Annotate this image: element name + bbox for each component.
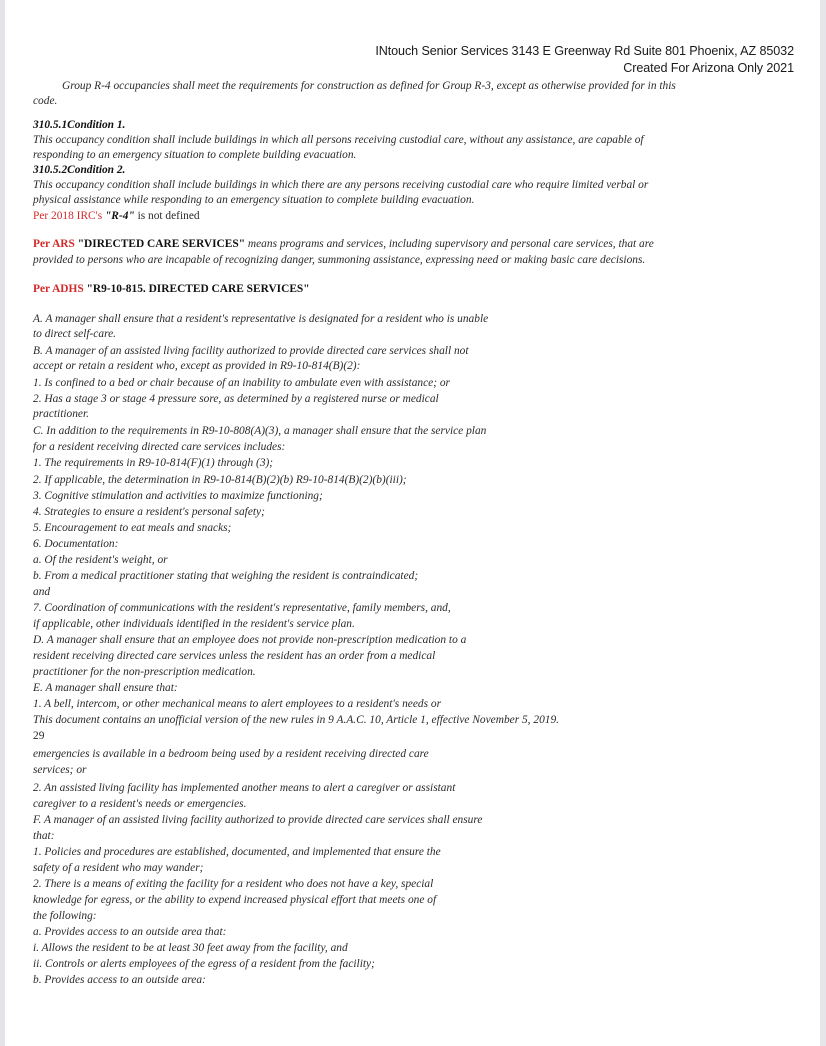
ars-text: means programs and services, including supervisory and personal care services, that are [245, 238, 654, 250]
rule-line: 7. Coordination of communications with the resident's representative, family members, and, [33, 602, 451, 614]
rule-line: 2. If applicable, the determination in R9-10-814(B)(2)(b) R9-10-814(B)(2)(b)(iii); [33, 474, 407, 486]
rule-line: services; or [33, 764, 87, 776]
rule-line: 3. Cognitive stimulation and activities to maximize functioning; [33, 490, 323, 502]
rule-line: A. A manager shall ensure that a resident's representative is designated for a resident who is unable [33, 313, 489, 325]
ars-prefix: Per ARS [33, 238, 78, 250]
condition-2-text-1: This occupancy condition shall include buildings in which there are any persons receiving custodial care who require limited verbal or [33, 179, 649, 191]
intro-line-1: Group R-4 occupancies shall meet the requirements for construction as defined for Group R-3, except as otherwise provided for in this [62, 80, 676, 92]
rule-line: safety of a resident who may wander; [33, 862, 204, 874]
intro-line-2: code. [33, 95, 58, 107]
rule-line: 2. An assisted living facility has implemented another means to alert a caregiver or assistant [33, 782, 456, 794]
ars-term: "DIRECTED CARE SERVICES" [77, 238, 246, 250]
rule-line: knowledge for egress, or the ability to expend increased physical effort that meets one of [33, 894, 437, 906]
rule-line: b. From a medical practitioner stating that weighing the resident is contraindicated; [33, 570, 419, 582]
rule-line: practitioner. [33, 408, 90, 420]
rule-line: b. Provides access to an outside area: [33, 974, 206, 986]
rule-line: D. A manager shall ensure that an employee does not provide non-prescription medication to a [33, 634, 467, 646]
rule-line: 1. Policies and procedures are established, documented, and implemented that ensure the [33, 846, 441, 858]
rule-line: to direct self-care. [33, 328, 116, 340]
irc-suffix: is not defined [134, 210, 200, 222]
footer-disclaimer: This document contains an unofficial version of the new rules in 9 A.A.C. 10, Article 1, effective November 5, 2019. [33, 714, 560, 726]
rule-line: 1. Is confined to a bed or chair because of an inability to ambulate even with assistance; or [33, 377, 450, 389]
condition-1-heading: 310.5.1Condition 1. [33, 119, 126, 131]
rule-line: 2. There is a means of exiting the facility for a resident who does not have a key, special [33, 878, 434, 890]
condition-2-text-2: physical assistance while responding to an emergency situation to complete building evacuation. [33, 194, 475, 206]
rule-line: a. Provides access to an outside area that: [33, 926, 227, 938]
adhs-prefix: Per ADHS [33, 283, 87, 295]
rule-line: resident receiving directed care services unless the resident has an order from a medical [33, 650, 436, 662]
company-address-header: INtouch Senior Services 3143 E Greenway Rd Suite 801 Phoenix, AZ 85032 [375, 44, 794, 58]
rule-line: 2. Has a stage 3 or stage 4 pressure sore, as determined by a registered nurse or medical [33, 393, 439, 405]
condition-1-text-2: responding to an emergency situation to complete building evacuation. [33, 149, 357, 161]
rule-line: that: [33, 830, 55, 842]
rule-line: if applicable, other individuals identified in the resident's service plan. [33, 618, 355, 630]
condition-1-text-1: This occupancy condition shall include buildings in which all persons receiving custodial care, without any assistance, are capable of [33, 134, 644, 146]
rule-line: for a resident receiving directed care services includes: [33, 441, 286, 453]
rule-line: 6. Documentation: [33, 538, 119, 550]
created-for-header: Created For Arizona Only 2021 [623, 61, 794, 75]
rule-line: the following: [33, 910, 97, 922]
irc-prefix: Per 2018 IRC's [33, 210, 105, 222]
rule-line: 5. Encouragement to eat meals and snacks; [33, 522, 232, 534]
rule-line: E. A manager shall ensure that: [33, 682, 178, 694]
rule-line: 4. Strategies to ensure a resident's personal safety; [33, 506, 265, 518]
rule-line: a. Of the resident's weight, or [33, 554, 168, 566]
rule-line: C. In addition to the requirements in R9-10-808(A)(3), a manager shall ensure that the service plan [33, 425, 487, 437]
irc-term: "R-4" [104, 210, 135, 222]
rule-line: practitioner for the non-prescription medication. [33, 666, 256, 678]
rule-line: accept or retain a resident who, except as provided in R9-10-814(B)(2): [33, 360, 361, 372]
rule-line: 1. A bell, intercom, or other mechanical means to alert employees to a resident's needs or [33, 698, 441, 710]
ars-definition-line-2: provided to persons who are incapable of recognizing danger, summoning assistance, expressing need or making basic care decisions. [33, 254, 646, 266]
rule-line: B. A manager of an assisted living facility authorized to provide directed care services shall not [33, 345, 469, 357]
rule-line: ii. Controls or alerts employees of the egress of a resident from the facility; [33, 958, 375, 970]
rule-line: and [33, 586, 51, 598]
adhs-title: "R9-10-815. DIRECTED CARE SERVICES" [86, 283, 310, 295]
rule-line: i. Allows the resident to be at least 30 feet away from the facility, and [33, 942, 348, 954]
adhs-heading [33, 282, 310, 297]
ars-definition-line-1 [33, 237, 654, 252]
rule-line: emergencies is available in a bedroom being used by a resident receiving directed care [33, 748, 429, 760]
irc-note [33, 209, 200, 224]
rule-line: caregiver to a resident's needs or emergencies. [33, 798, 247, 810]
rule-line: F. A manager of an assisted living facility authorized to provide directed care services shall ensure [33, 814, 483, 826]
condition-2-heading: 310.5.2Condition 2. [33, 164, 126, 176]
page-number: 29 [33, 730, 45, 742]
rule-line: 1. The requirements in R9-10-814(F)(1) through (3); [33, 457, 274, 469]
